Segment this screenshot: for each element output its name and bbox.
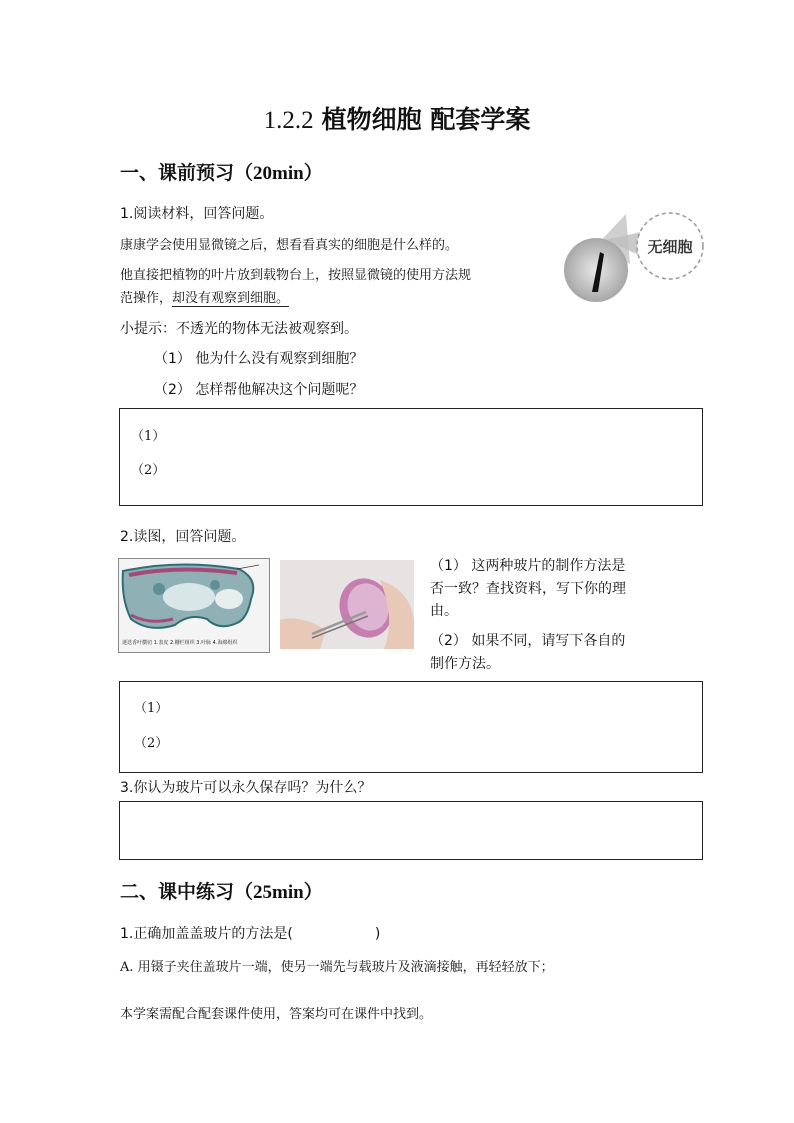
footer-note: 本学案需配合配套课件使用，答案均可在课件中找到。 [120,1007,433,1022]
title-text: 植物细胞 配套学案 [321,105,531,134]
material-line-3 [120,287,289,306]
section-heading-practice [120,877,323,904]
question-2-sub-1-line-2: 否一致？查找资料，写下你的理 [430,581,626,597]
practice-question-1 [120,923,380,943]
question-1-sub-1: （1） 他为什么没有观察到细胞？ [154,351,364,367]
title-number: 1.2.2 [263,107,314,134]
answer-box-2-line-2: （2） [134,736,169,751]
eyepiece-circle [564,238,628,302]
material-line-2: 他直接把植物的叶片放到载物台上，按照显微镜的使用方法规 [120,268,472,283]
leaf-cross-section-image [118,558,270,653]
question-1-sub-2: （2） 怎样帮他解决这个问题呢？ [154,382,364,398]
section-heading-preview-cn: 一、课前预习（ [120,162,254,184]
question-2-sub-1-line-1: （1） 这两种玻片的制作方法是 [430,558,626,574]
onion-slice-photo [280,560,414,649]
question-2-label: 2.读图，回答问题。 [120,529,246,545]
material-line-3-a: 范操作， [120,291,173,306]
answer-box-2-line-1: （1） [134,701,169,716]
hint-text: 小提示：不透光的物体无法被观察到。 [120,321,358,337]
page-title [0,100,794,136]
onion-slice-drawing [280,560,414,649]
answer-box-2[interactable] [119,681,703,773]
material-line-1: 康康学会使用显微镜之后，想看看真实的细胞是什么样的。 [120,238,459,253]
material-line-3-b: 却没有观察到细胞。 [172,291,290,306]
practice-question-1-close: ) [374,926,381,942]
section-heading-preview [120,158,323,185]
section-heading-practice-cn: 二、课中练习（ [120,881,254,903]
question-2-sub-2-line-2: 制作方法。 [430,656,500,672]
no-cell-label: 无细胞 [647,238,693,256]
question-1-label: 1.阅读材料，回答问题。 [120,206,274,222]
section-heading-preview-time: 20min [253,163,304,184]
leaf-cross-section-drawing [119,559,269,639]
section-heading-practice-time: 25min [253,882,304,903]
question-2-sub-1-line-3: 由。 [430,603,458,619]
section-heading-preview-end: ） [303,162,323,184]
answer-box-3[interactable] [119,801,703,860]
answer-box-1-line-1: （1） [131,429,166,444]
answer-box-1[interactable] [119,408,703,506]
question-3-label: 3.你认为玻片可以永久保存吗？为什么？ [120,780,372,796]
answer-box-1-line-2: （2） [131,463,166,478]
leaf-cross-section-caption: 迷迭香叶横切 1.表皮 2.栅栏组织 3.叶脉 4.海绵组织 [122,640,238,646]
practice-question-1-option-a: A. 用镊子夹住盖玻片一端，使另一端先与载玻片及液滴接触，再轻轻放下； [120,960,554,975]
practice-question-1-text: 1.正确加盖盖玻片的方法是( [120,926,293,942]
question-2-sub-2-line-1: （2） 如果不同，请写下各自的 [430,633,626,649]
section-heading-practice-end: ） [303,881,323,903]
microscope-illustration [558,206,718,310]
